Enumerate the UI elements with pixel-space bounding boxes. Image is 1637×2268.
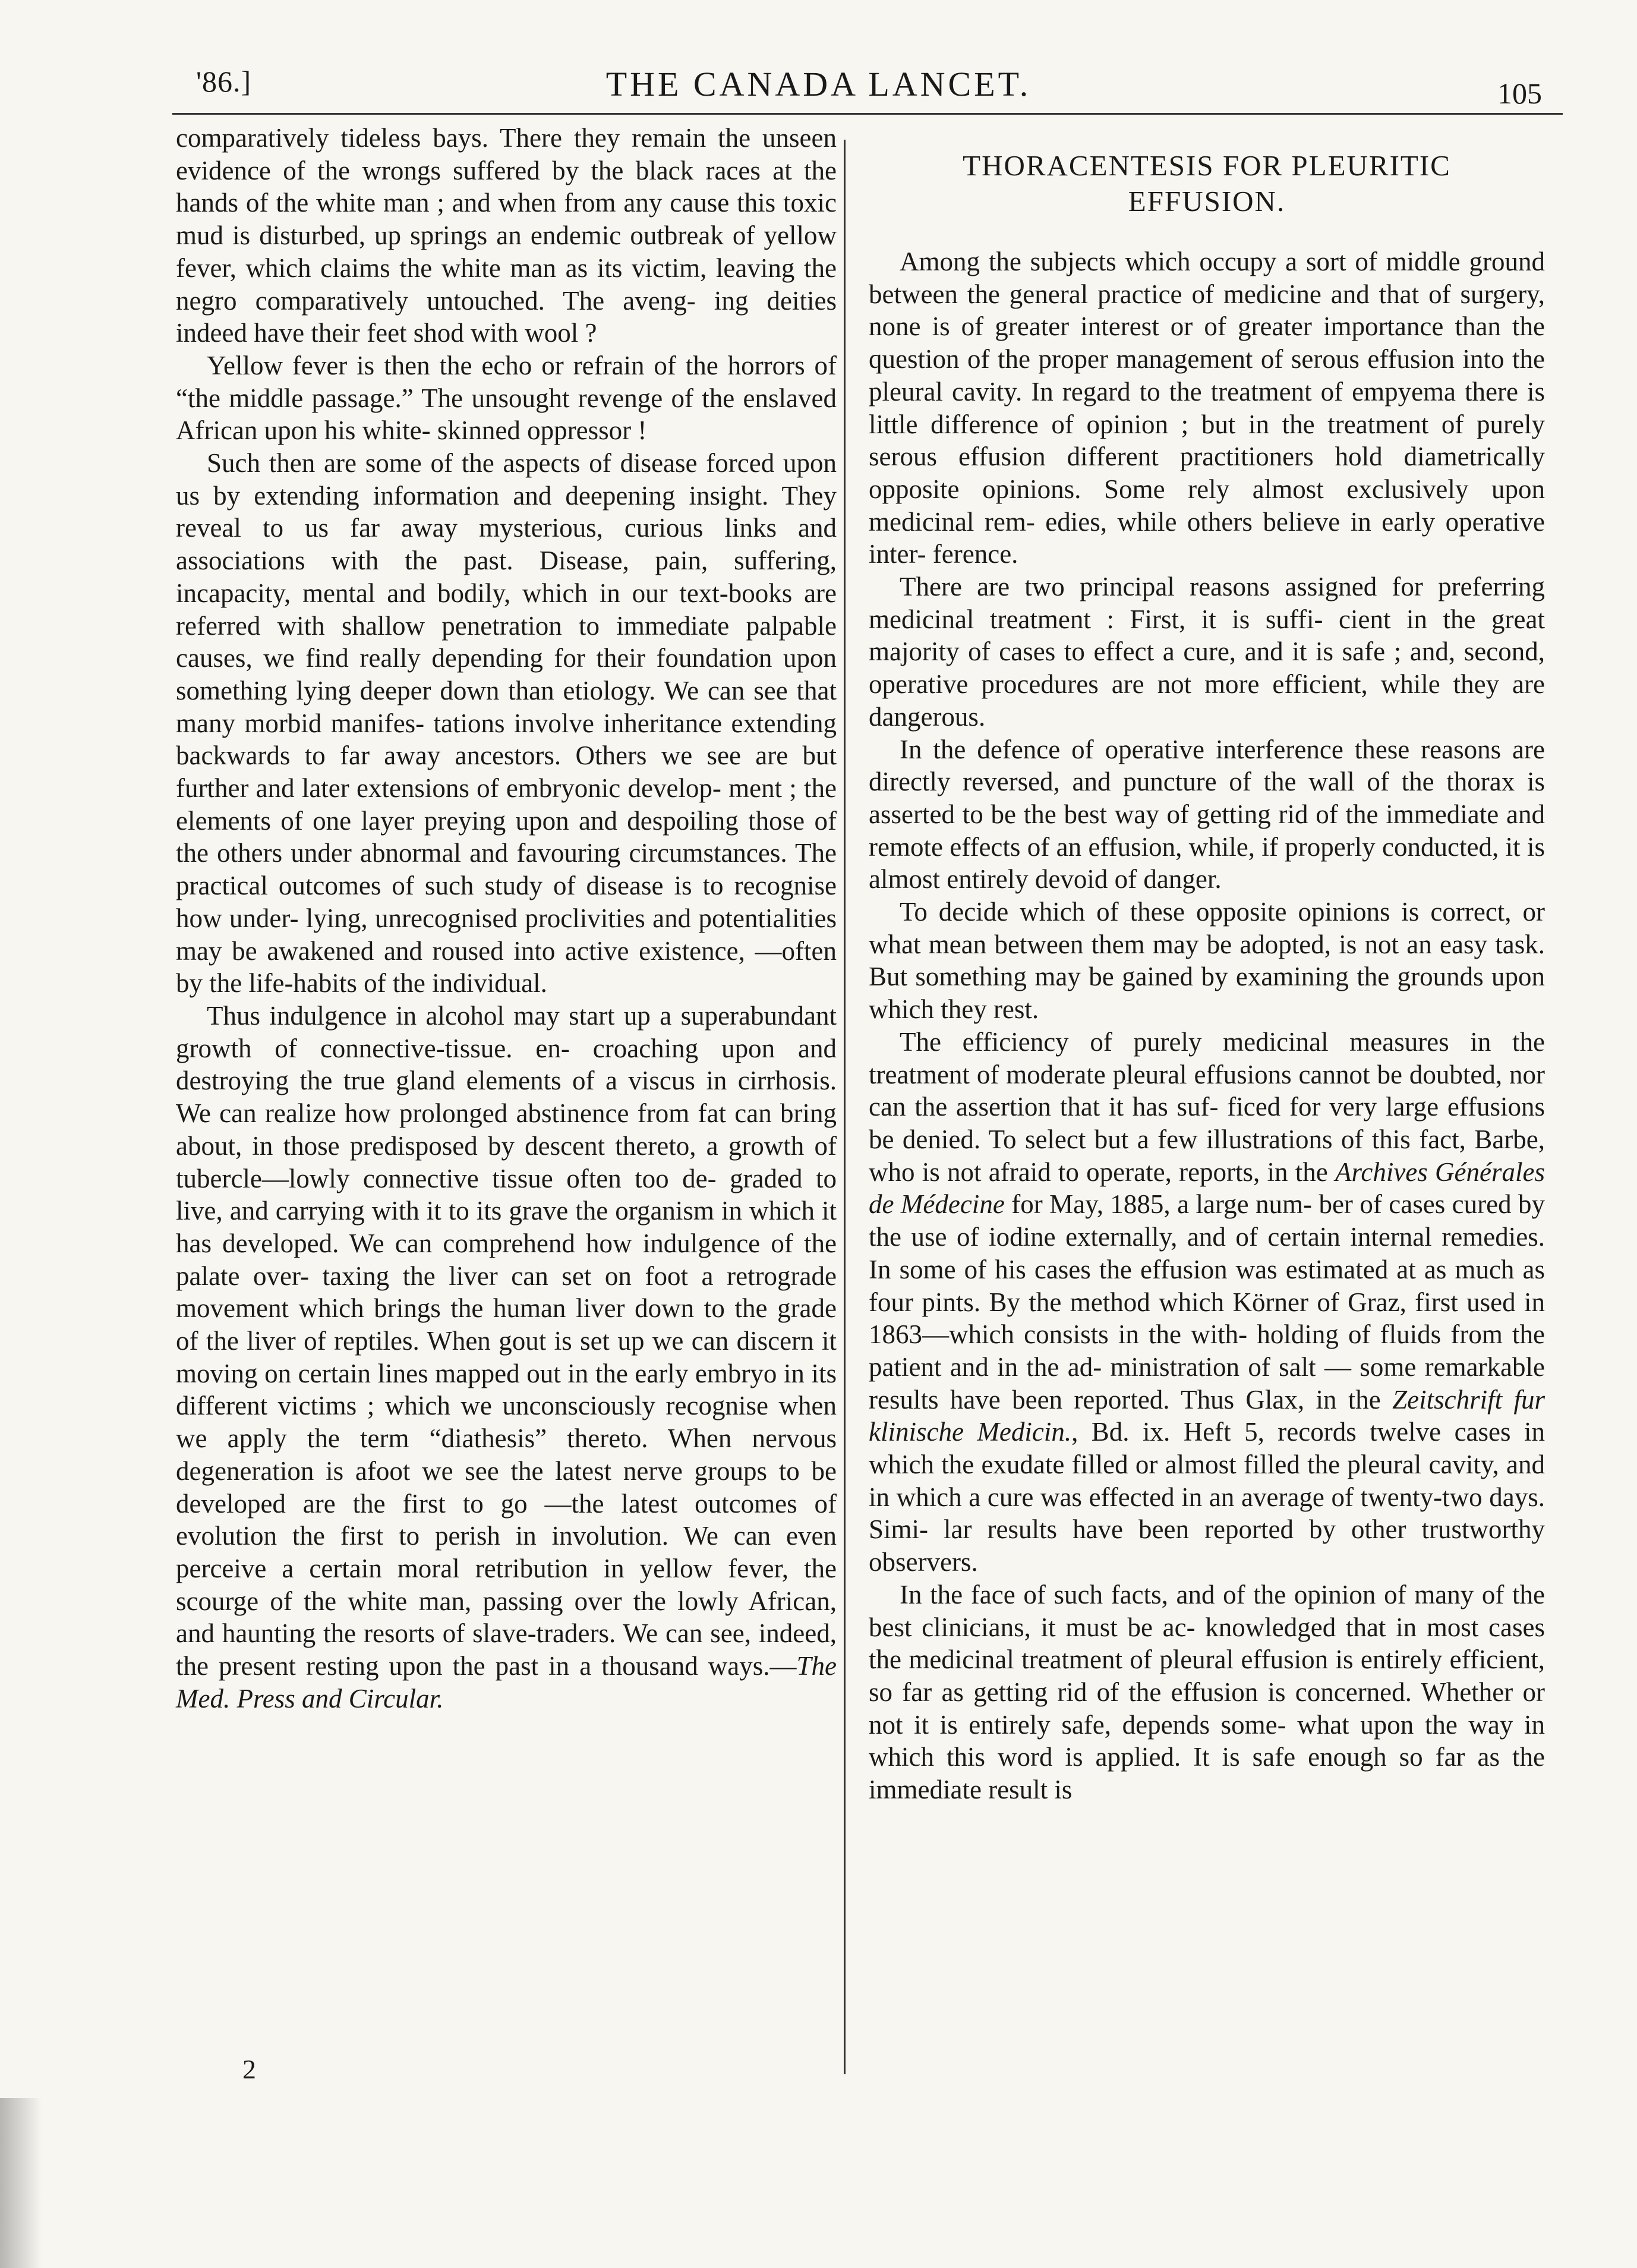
journal-name-zeitschrift: Zeitschrift fur klinische Medicin. <box>869 1384 1545 1447</box>
running-header <box>0 0 1637 137</box>
right-paragraph-5 <box>869 1026 1545 1579</box>
journal-name-archives: Archives Générales de Médecine <box>869 1157 1545 1220</box>
journal-title: THE CANADA LANCET. <box>605 65 1032 103</box>
left-column <box>176 122 837 1715</box>
article-title <box>869 148 1545 219</box>
page-number: 105 <box>1497 77 1542 110</box>
right-paragraph-5-c: , Bd. ix. Heft 5, records twelve cases in which the exudate filled or almost filled the pleural cavity, and in which a cure was effected in an average of twenty-two days. Simi- lar results have been reported by other trustworthy observers. <box>869 1417 1545 1577</box>
article-title-line-2: EFFUSION. <box>1128 185 1286 218</box>
left-paragraph-3: Such then are some of the aspects of disease forced upon us by extending information and deepening insight. They reveal to us far away mysterious, curious links and associations with the past. Disease, pain, suffering, incapacity, mental and bodily, which in our text-books are referred with shallow penetration to immediate palpable causes, we find really depending for their foundation upon something lying deeper down than etiology. We can see that many morbid manifes- tations involve inheritance extending backwards to far away ancestors. Others we see are but further and later extensions of embryonic develop- ment ; the elements of one layer preying upon and despoiling those of the others under abnormal and favouring circumstances. The practical outcomes of such study of disease is to recognise how under- lying, unrecognised proclivities and potentialities may be awakened and roused into active existence, —often by the life-habits of the individual. <box>176 448 837 998</box>
scan-edge-shadow <box>0 2098 42 2268</box>
right-paragraph-2: There are two principal reasons assigned for preferring medicinal treatment : First, it is suffi- cient in the great majority of cases to effect a cure, and it is safe ; and, second, operative procedures are not more efficient, while they are dangerous. <box>869 572 1545 732</box>
year-mark: '86.] <box>196 65 252 98</box>
right-paragraph-3: In the defence of operative interference these reasons are directly reversed, and puncture of the wall of the thorax is asserted to be the best way of getting rid of the immediate and remote effects of an effusion, while, if properly conducted, it is almost entirely devoid of danger. <box>869 734 1545 894</box>
left-paragraph-4-text: Thus indulgence in alcohol may start up a superabundant growth of connective-tissue. en- croaching upon and destroying the true gland elements of a viscus in cirrhosis. We can realize how prolonged abstinence from fat can bring about, in those predisposed by descent thereto, a growth of tubercle—lowly connective tissue often too de- graded to live, and carrying with it to its grave the organism in which it has developed. We can comprehend how indulgence of the palate over- taxing the liver can set on foot a retrograde movement which brings the human liver down to the grade of the liver of reptiles. When gout is set up we can discern it moving on certain lines mapped out in the early embryo in its different victims ; which we unconsciously recognise when we apply the term “diathesis” thereto. When nervous degeneration is afoot we see the latest nerve groups to be developed are the first to go —the latest outcomes of evolution the first to perish in involution. We can even perceive a certain moral retribution in yellow fever, the scourge of the white man, passing over the lowly African, and haunting the resorts of slave-traders. We can see, indeed, the present resting upon the past in a thousand ways.— <box>176 1000 837 1681</box>
right-paragraph-4: To decide which of these opposite opinions is correct, or what mean between them may be adopted, is not an easy task. But something may be gained by examining the grounds upon which they rest. <box>869 897 1545 1025</box>
column-divider <box>844 140 846 2074</box>
right-paragraph-6: In the face of such facts, and of the opinion of many of the best clinicians, it must be ac- knowledged that in most cases the medicinal treatment of pleural effusion is entirely efficient, so far as getting rid of the effusion is concerned. Whether or not it is entirely safe, depends some- what upon the way in which this word is applied. It is safe enough so far as the immediate result is <box>869 1579 1545 1805</box>
article-title-line-1: THORACENTESIS FOR PLEURITIC <box>963 149 1451 182</box>
right-paragraph-5-a: The efficiency of purely medicinal measures in the treatment of moderate pleural effusions cannot be doubted, nor can the assertion that it has suf- ficed for very large effusions be denied. To select but a few illustrations of this fact, Barbe, who is not afraid to operate, reports, in the <box>869 1026 1545 1187</box>
left-paragraph-1: comparatively tideless bays. There they remain the unseen evidence of the wrongs suffered by the black races at the hands of the white man ; and when from any cause this toxic mud is disturbed, up springs an endemic outbreak of yellow fever, which claims the white man as its victim, leaving the negro comparatively untouched. The aveng- ing deities indeed have their feet shod with wool ? <box>176 123 837 348</box>
left-paragraph-4 <box>176 1000 837 1715</box>
right-column <box>869 141 1545 1806</box>
right-paragraph-5-b: for May, 1885, a large num- ber of cases cured by the use of iodine externally, and of certain internal remedies. In some of his cases the effusion was estimated at as much as four pints. By the method which Körner of Graz, first used in 1863—which consists in the with- holding of fluids from the patient and in the ad- ministration of salt — some remarkable results have been reported. Thus Glax, in the <box>869 1189 1545 1415</box>
right-paragraph-1: Among the subjects which occupy a sort of middle ground between the general practice of medicine and that of surgery, none is of greater interest or of greater importance than the question of the proper management of serous effusion into the pleural cavity. In regard to the treatment of empyema there is little difference of opinion ; but in the treatment of purely serous effusion different practitioners hold diametrically opposite opinions. Some rely almost exclusively upon medicinal rem- edies, while others believe in early operative inter- ference. <box>869 247 1545 569</box>
signature-folio: 2 <box>242 2054 256 2084</box>
header-rule <box>172 113 1563 115</box>
left-paragraph-2: Yellow fever is then the echo or refrain of the horrors of “the middle passage.” The unsought revenge of the enslaved African upon his white- skinned oppressor ! <box>176 350 837 446</box>
source-citation: The Med. Press and Circular. <box>176 1651 837 1713</box>
